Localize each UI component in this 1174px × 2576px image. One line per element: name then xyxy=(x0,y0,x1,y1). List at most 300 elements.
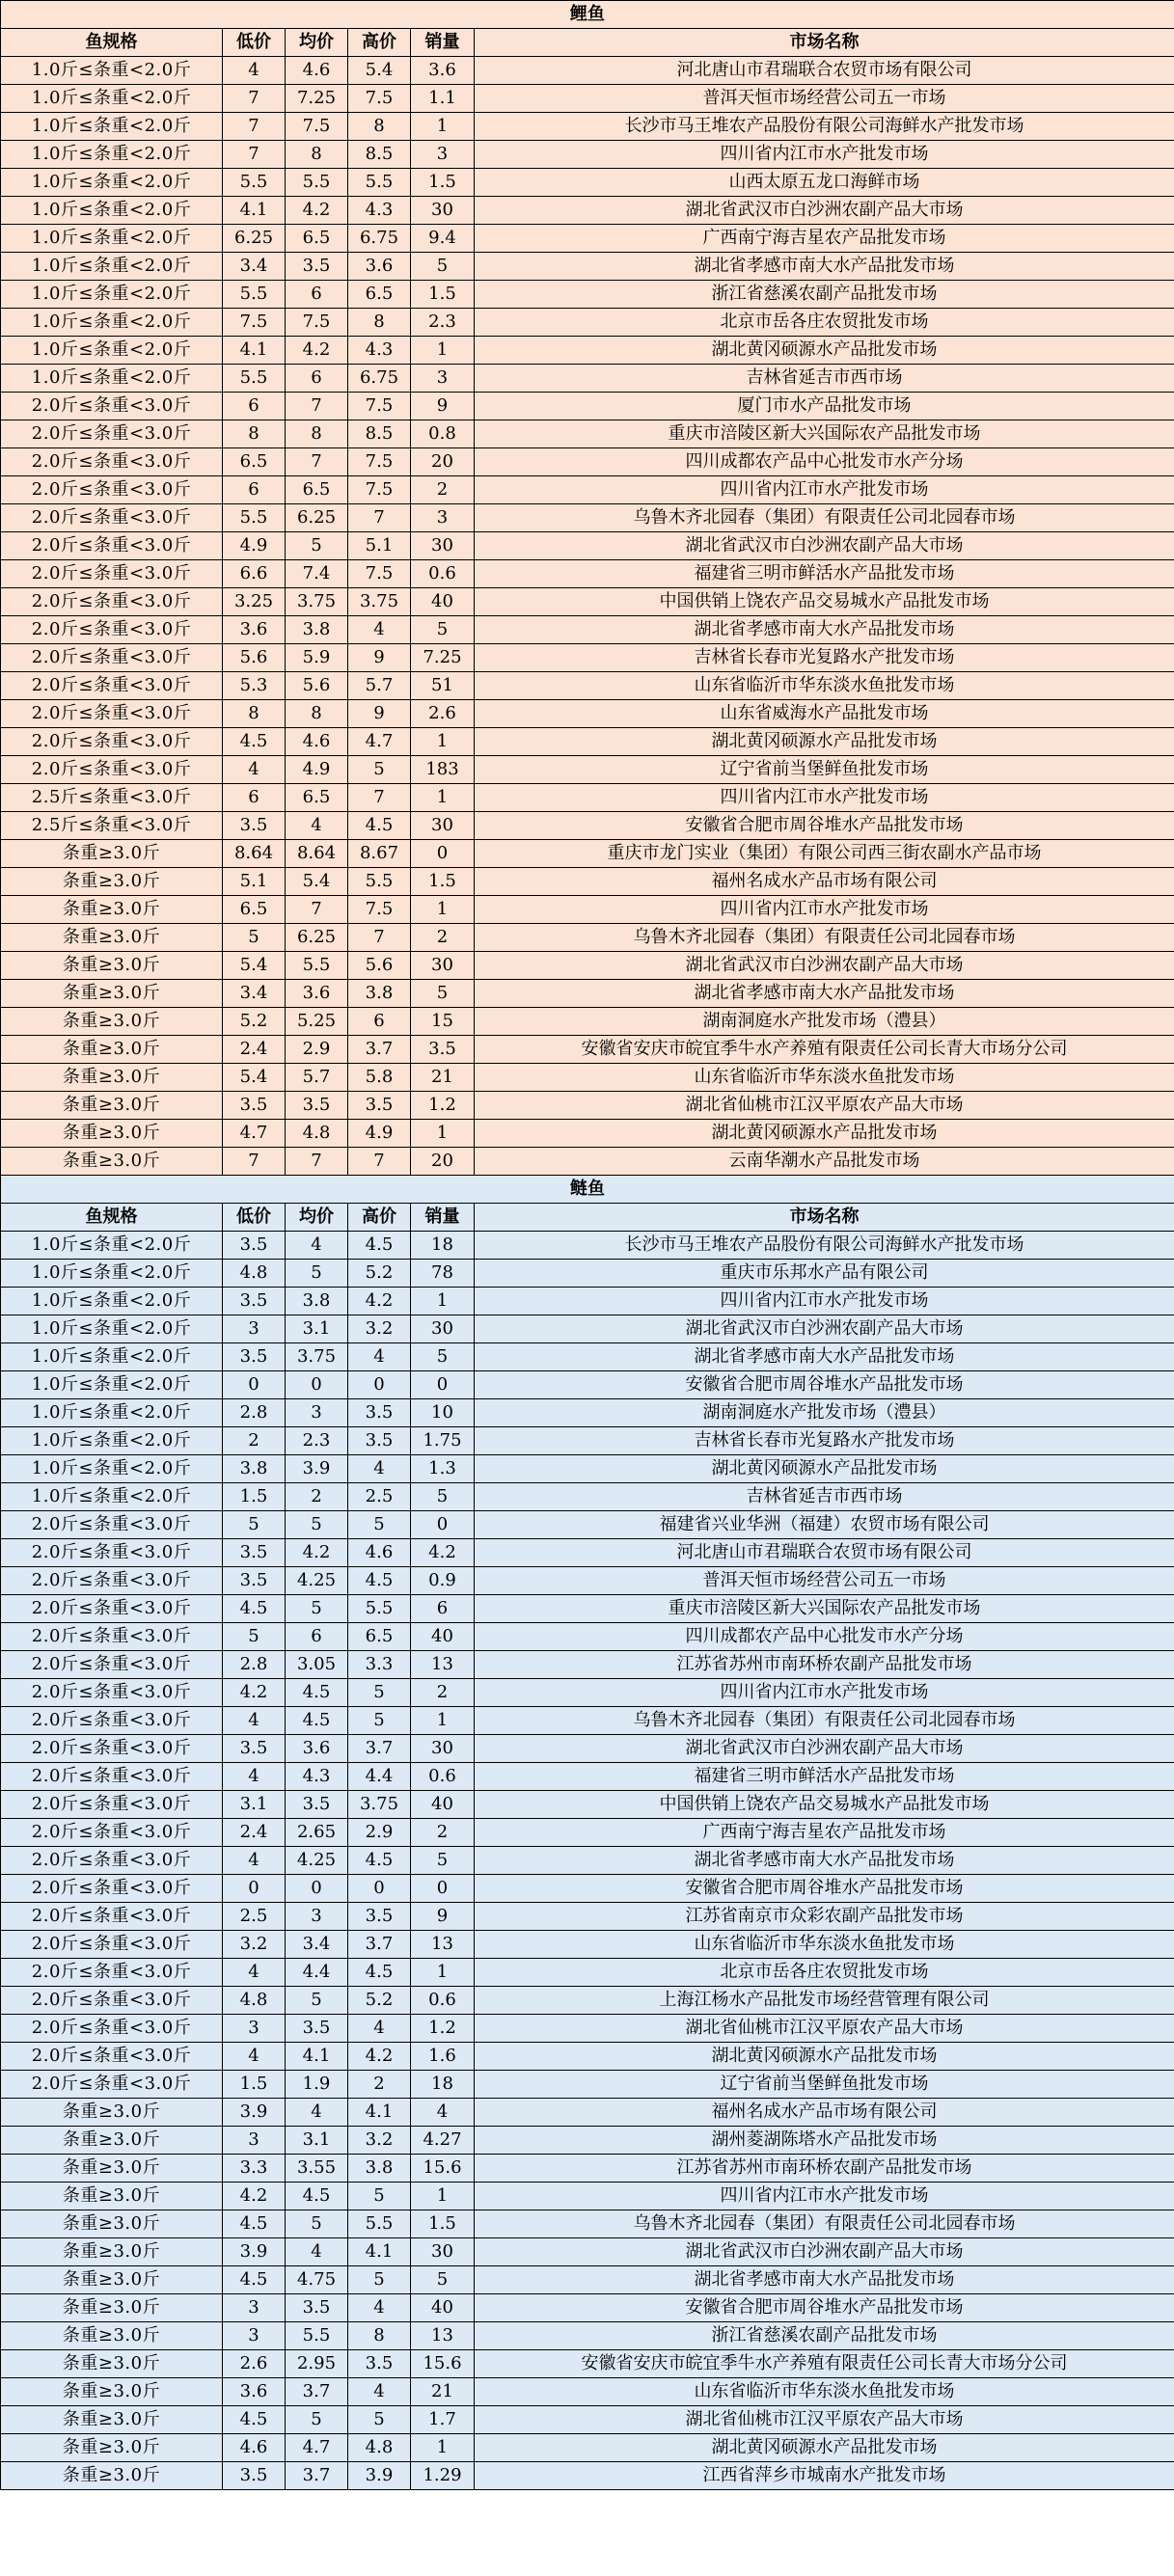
table-row xyxy=(1,1931,1174,1959)
cell-vol: 2.6 xyxy=(411,700,475,728)
cell-spec: 条重≥3.0斤 xyxy=(1,2266,223,2294)
cell-market: 吉林省长春市光复路水产批发市场 xyxy=(475,644,1174,672)
table-row xyxy=(1,532,1174,560)
cell-vol: 13 xyxy=(411,2322,475,2350)
cell-avg: 4.6 xyxy=(286,728,348,756)
cell-vol: 1.29 xyxy=(411,2462,475,2490)
cell-avg: 6 xyxy=(286,1623,348,1651)
cell-high: 5 xyxy=(348,2266,411,2294)
cell-market: 长沙市马王堆农产品股份有限公司海鲜水产批发市场 xyxy=(475,113,1174,141)
cell-market: 安徽省合肥市周谷堆水产品批发市场 xyxy=(475,1875,1174,1903)
cell-high: 7.5 xyxy=(348,393,411,420)
cell-vol: 9.4 xyxy=(411,225,475,253)
cell-market: 山西太原五龙口海鲜市场 xyxy=(475,169,1174,197)
cell-low: 4.1 xyxy=(223,197,286,225)
cell-vol: 21 xyxy=(411,1064,475,1092)
cell-low: 5.1 xyxy=(223,868,286,896)
cell-spec: 条重≥3.0斤 xyxy=(1,2155,223,2183)
cell-vol: 1.7 xyxy=(411,2406,475,2434)
cell-avg: 2.3 xyxy=(286,1427,348,1455)
cell-low: 3 xyxy=(223,2127,286,2155)
cell-low: 2.8 xyxy=(223,1399,286,1427)
cell-avg: 3.8 xyxy=(286,616,348,644)
cell-vol: 1 xyxy=(411,1120,475,1148)
cell-market: 福建省三明市鲜活水产品批发市场 xyxy=(475,1763,1174,1791)
cell-high: 3.5 xyxy=(348,2350,411,2378)
cell-market: 湖北黄冈硕源水产品批发市场 xyxy=(475,1455,1174,1483)
cell-low: 3.25 xyxy=(223,588,286,616)
cell-market: 重庆市龙门实业（集团）有限公司西三街农副水产品市场 xyxy=(475,840,1174,868)
cell-spec: 2.0斤≤条重<3.0斤 xyxy=(1,1987,223,2015)
cell-avg: 7 xyxy=(286,393,348,420)
table-row xyxy=(1,2378,1174,2406)
cell-low: 2.4 xyxy=(223,1036,286,1064)
cell-market: 浙江省慈溪农副产品批发市场 xyxy=(475,2322,1174,2350)
column-header-row xyxy=(1,29,1174,57)
cell-avg: 4.8 xyxy=(286,1120,348,1148)
column-header-spec: 鱼规格 xyxy=(1,1204,223,1232)
cell-market: 山东省临沂市华东淡水鱼批发市场 xyxy=(475,1064,1174,1092)
cell-avg: 1.9 xyxy=(286,2071,348,2099)
cell-vol: 1.75 xyxy=(411,1427,475,1455)
cell-low: 7.5 xyxy=(223,309,286,337)
cell-spec: 条重≥3.0斤 xyxy=(1,2099,223,2127)
cell-vol: 4.27 xyxy=(411,2127,475,2155)
cell-avg: 3.7 xyxy=(286,2462,348,2490)
cell-low: 3.1 xyxy=(223,1791,286,1819)
cell-avg: 5 xyxy=(286,1260,348,1288)
table-row xyxy=(1,1987,1174,2015)
table-row xyxy=(1,2266,1174,2294)
cell-low: 8 xyxy=(223,420,286,448)
cell-avg: 3.8 xyxy=(286,1288,348,1315)
cell-market: 重庆市涪陵区新大兴国际农产品批发市场 xyxy=(475,1595,1174,1623)
cell-market: 长沙市马王堆农产品股份有限公司海鲜水产批发市场 xyxy=(475,1232,1174,1260)
cell-market: 广西南宁海吉星农产品批发市场 xyxy=(475,1819,1174,1847)
cell-vol: 1 xyxy=(411,896,475,924)
table-row xyxy=(1,2322,1174,2350)
cell-market: 山东省临沂市华东淡水鱼批发市场 xyxy=(475,2378,1174,2406)
cell-market: 湖北黄冈硕源水产品批发市场 xyxy=(475,728,1174,756)
cell-avg: 8 xyxy=(286,700,348,728)
cell-high: 3.3 xyxy=(348,1651,411,1679)
cell-market: 湖北省武汉市白沙洲农副产品大市场 xyxy=(475,2238,1174,2266)
cell-spec: 2.0斤≤条重<3.0斤 xyxy=(1,1679,223,1707)
cell-spec: 2.0斤≤条重<3.0斤 xyxy=(1,1875,223,1903)
table-row xyxy=(1,1315,1174,1343)
cell-high: 5 xyxy=(348,2406,411,2434)
cell-high: 3.6 xyxy=(348,253,411,281)
column-header-market: 市场名称 xyxy=(475,29,1174,57)
cell-vol: 15.6 xyxy=(411,2155,475,2183)
cell-low: 4 xyxy=(223,1763,286,1791)
cell-high: 3.5 xyxy=(348,1092,411,1120)
table-row xyxy=(1,812,1174,840)
cell-high: 7 xyxy=(348,1148,411,1176)
cell-market: 江苏省苏州市南环桥农副产品批发市场 xyxy=(475,2155,1174,2183)
cell-market: 江苏省南京市众彩农副产品批发市场 xyxy=(475,1903,1174,1931)
table-row xyxy=(1,2127,1174,2155)
cell-spec: 1.0斤≤条重<2.0斤 xyxy=(1,141,223,169)
cell-low: 4.6 xyxy=(223,2434,286,2462)
cell-avg: 5 xyxy=(286,1987,348,2015)
cell-market: 重庆市涪陵区新大兴国际农产品批发市场 xyxy=(475,420,1174,448)
cell-high: 5.5 xyxy=(348,1595,411,1623)
cell-market: 山东省临沂市华东淡水鱼批发市场 xyxy=(475,672,1174,700)
column-header-row xyxy=(1,1204,1174,1232)
cell-low: 4.5 xyxy=(223,2406,286,2434)
cell-low: 5.5 xyxy=(223,365,286,393)
cell-low: 3.5 xyxy=(223,1092,286,1120)
cell-avg: 7 xyxy=(286,896,348,924)
table-row xyxy=(1,337,1174,365)
table-row xyxy=(1,197,1174,225)
cell-spec: 条重≥3.0斤 xyxy=(1,896,223,924)
cell-high: 7 xyxy=(348,924,411,952)
cell-avg: 4 xyxy=(286,1232,348,1260)
cell-spec: 2.0斤≤条重<3.0斤 xyxy=(1,588,223,616)
cell-low: 5 xyxy=(223,1511,286,1539)
cell-spec: 条重≥3.0斤 xyxy=(1,2322,223,2350)
cell-low: 4.7 xyxy=(223,1120,286,1148)
cell-low: 5.5 xyxy=(223,169,286,197)
cell-avg: 6 xyxy=(286,281,348,309)
cell-avg: 5 xyxy=(286,2210,348,2238)
cell-high: 3.9 xyxy=(348,2462,411,2490)
cell-avg: 4.4 xyxy=(286,1959,348,1987)
cell-high: 5.7 xyxy=(348,672,411,700)
cell-market: 山东省威海水产品批发市场 xyxy=(475,700,1174,728)
cell-low: 6.25 xyxy=(223,225,286,253)
cell-low: 5.5 xyxy=(223,504,286,532)
cell-vol: 4.2 xyxy=(411,1539,475,1567)
cell-high: 3.75 xyxy=(348,1791,411,1819)
cell-vol: 0.6 xyxy=(411,560,475,588)
cell-high: 7 xyxy=(348,784,411,812)
cell-spec: 条重≥3.0斤 xyxy=(1,2294,223,2322)
cell-high: 4.5 xyxy=(348,1847,411,1875)
cell-low: 4.5 xyxy=(223,2210,286,2238)
cell-high: 8 xyxy=(348,113,411,141)
cell-market: 湖北省仙桃市江汉平原农产品大市场 xyxy=(475,1092,1174,1120)
cell-vol: 1.5 xyxy=(411,2210,475,2238)
cell-high: 4.1 xyxy=(348,2099,411,2127)
cell-spec: 1.0斤≤条重<2.0斤 xyxy=(1,365,223,393)
cell-avg: 5 xyxy=(286,1595,348,1623)
cell-spec: 2.0斤≤条重<3.0斤 xyxy=(1,476,223,504)
cell-high: 5 xyxy=(348,756,411,784)
column-header-high: 高价 xyxy=(348,29,411,57)
cell-high: 4.4 xyxy=(348,1763,411,1791)
cell-high: 4.2 xyxy=(348,1288,411,1315)
cell-avg: 4.75 xyxy=(286,2266,348,2294)
cell-spec: 2.0斤≤条重<3.0斤 xyxy=(1,700,223,728)
cell-vol: 15.6 xyxy=(411,2350,475,2378)
cell-low: 3.6 xyxy=(223,2378,286,2406)
cell-high: 5 xyxy=(348,1707,411,1735)
cell-high: 3.5 xyxy=(348,1903,411,1931)
cell-avg: 8 xyxy=(286,141,348,169)
cell-vol: 2 xyxy=(411,1819,475,1847)
cell-vol: 13 xyxy=(411,1931,475,1959)
cell-spec: 2.0斤≤条重<3.0斤 xyxy=(1,448,223,476)
cell-spec: 2.0斤≤条重<3.0斤 xyxy=(1,1763,223,1791)
cell-avg: 5 xyxy=(286,2406,348,2434)
cell-avg: 4.2 xyxy=(286,197,348,225)
cell-vol: 30 xyxy=(411,1735,475,1763)
cell-avg: 7 xyxy=(286,1148,348,1176)
cell-low: 3 xyxy=(223,2322,286,2350)
cell-vol: 30 xyxy=(411,2238,475,2266)
section-title: 鲢鱼 xyxy=(1,1176,1174,1204)
table-row xyxy=(1,924,1174,952)
table-row xyxy=(1,1371,1174,1399)
cell-high: 3.7 xyxy=(348,1931,411,1959)
cell-vol: 1 xyxy=(411,1959,475,1987)
cell-avg: 4.2 xyxy=(286,1539,348,1567)
cell-high: 4.5 xyxy=(348,1567,411,1595)
cell-high: 2 xyxy=(348,2071,411,2099)
cell-market: 湖北省孝感市南大水产品批发市场 xyxy=(475,616,1174,644)
table-row xyxy=(1,980,1174,1008)
cell-vol: 1.6 xyxy=(411,2043,475,2071)
cell-spec: 1.0斤≤条重<2.0斤 xyxy=(1,1343,223,1371)
cell-spec: 2.0斤≤条重<3.0斤 xyxy=(1,1511,223,1539)
cell-low: 3.9 xyxy=(223,2099,286,2127)
cell-low: 5.6 xyxy=(223,644,286,672)
cell-market: 云南华潮水产品批发市场 xyxy=(475,1148,1174,1176)
cell-avg: 5.5 xyxy=(286,2322,348,2350)
cell-avg: 5.7 xyxy=(286,1064,348,1092)
cell-vol: 3 xyxy=(411,365,475,393)
price-table-body xyxy=(1,1,1174,2490)
cell-low: 3.5 xyxy=(223,1343,286,1371)
cell-vol: 1 xyxy=(411,1707,475,1735)
cell-vol: 13 xyxy=(411,1651,475,1679)
table-row xyxy=(1,1232,1174,1260)
cell-spec: 条重≥3.0斤 xyxy=(1,840,223,868)
cell-high: 3.2 xyxy=(348,1315,411,1343)
cell-spec: 条重≥3.0斤 xyxy=(1,2434,223,2462)
cell-avg: 3.5 xyxy=(286,1791,348,1819)
cell-high: 8.5 xyxy=(348,141,411,169)
cell-low: 3.2 xyxy=(223,1931,286,1959)
cell-vol: 0 xyxy=(411,1511,475,1539)
table-row xyxy=(1,1092,1174,1120)
cell-avg: 4 xyxy=(286,2238,348,2266)
cell-avg: 3.75 xyxy=(286,588,348,616)
cell-high: 5.2 xyxy=(348,1987,411,2015)
table-row xyxy=(1,560,1174,588)
cell-low: 4.2 xyxy=(223,2183,286,2210)
cell-market: 四川省内江市水产批发市场 xyxy=(475,476,1174,504)
cell-vol: 2 xyxy=(411,924,475,952)
table-row xyxy=(1,1959,1174,1987)
cell-spec: 条重≥3.0斤 xyxy=(1,1008,223,1036)
cell-market: 湖北省孝感市南大水产品批发市场 xyxy=(475,1343,1174,1371)
cell-avg: 5 xyxy=(286,532,348,560)
cell-market: 浙江省慈溪农副产品批发市场 xyxy=(475,281,1174,309)
cell-low: 4 xyxy=(223,1847,286,1875)
table-row xyxy=(1,1008,1174,1036)
table-row xyxy=(1,2210,1174,2238)
cell-market: 四川省内江市水产批发市场 xyxy=(475,896,1174,924)
table-row xyxy=(1,952,1174,980)
cell-spec: 2.0斤≤条重<3.0斤 xyxy=(1,504,223,532)
cell-low: 5.2 xyxy=(223,1008,286,1036)
cell-vol: 40 xyxy=(411,1623,475,1651)
cell-avg: 4.5 xyxy=(286,2183,348,2210)
cell-low: 4.5 xyxy=(223,1595,286,1623)
cell-low: 4 xyxy=(223,1959,286,1987)
table-row xyxy=(1,2043,1174,2071)
cell-vol: 4 xyxy=(411,2099,475,2127)
cell-high: 5 xyxy=(348,1679,411,1707)
table-row xyxy=(1,1679,1174,1707)
cell-high: 5.4 xyxy=(348,57,411,85)
cell-vol: 5 xyxy=(411,616,475,644)
cell-avg: 7.5 xyxy=(286,113,348,141)
cell-spec: 2.0斤≤条重<3.0斤 xyxy=(1,532,223,560)
cell-avg: 6.5 xyxy=(286,225,348,253)
cell-market: 湖南洞庭水产批发市场（澧县） xyxy=(475,1399,1174,1427)
column-header-high: 高价 xyxy=(348,1204,411,1232)
table-row xyxy=(1,840,1174,868)
table-row xyxy=(1,868,1174,896)
table-row xyxy=(1,1595,1174,1623)
cell-market: 湖北省武汉市白沙洲农副产品大市场 xyxy=(475,197,1174,225)
cell-market: 广西南宁海吉星农产品批发市场 xyxy=(475,225,1174,253)
cell-avg: 3.5 xyxy=(286,2294,348,2322)
cell-low: 5.4 xyxy=(223,1064,286,1092)
cell-avg: 6.25 xyxy=(286,924,348,952)
cell-high: 4.5 xyxy=(348,1959,411,1987)
cell-high: 5.2 xyxy=(348,1260,411,1288)
cell-vol: 18 xyxy=(411,2071,475,2099)
cell-avg: 3.5 xyxy=(286,2015,348,2043)
cell-market: 乌鲁木齐北园春（集团）有限责任公司北园春市场 xyxy=(475,2210,1174,2238)
cell-avg: 5.4 xyxy=(286,868,348,896)
cell-high: 6.75 xyxy=(348,225,411,253)
cell-avg: 4.25 xyxy=(286,1567,348,1595)
cell-spec: 条重≥3.0斤 xyxy=(1,2462,223,2490)
cell-low: 4 xyxy=(223,2043,286,2071)
cell-spec: 条重≥3.0斤 xyxy=(1,2350,223,2378)
table-row xyxy=(1,644,1174,672)
cell-high: 4 xyxy=(348,2294,411,2322)
cell-high: 3.5 xyxy=(348,1427,411,1455)
cell-low: 4.5 xyxy=(223,2266,286,2294)
cell-spec: 条重≥3.0斤 xyxy=(1,868,223,896)
cell-high: 5.5 xyxy=(348,2210,411,2238)
cell-avg: 4 xyxy=(286,812,348,840)
table-row xyxy=(1,672,1174,700)
cell-low: 4.1 xyxy=(223,337,286,365)
cell-market: 安徽省合肥市周谷堆水产品批发市场 xyxy=(475,2294,1174,2322)
cell-market: 乌鲁木齐北园春（集团）有限责任公司北园春市场 xyxy=(475,1707,1174,1735)
cell-market: 辽宁省前当堡鲜鱼批发市场 xyxy=(475,756,1174,784)
cell-spec: 2.0斤≤条重<3.0斤 xyxy=(1,560,223,588)
cell-low: 0 xyxy=(223,1875,286,1903)
table-row xyxy=(1,1343,1174,1371)
cell-market: 吉林省延吉市西市场 xyxy=(475,1483,1174,1511)
section-title-row xyxy=(1,1176,1174,1204)
cell-market: 湖北黄冈硕源水产品批发市场 xyxy=(475,337,1174,365)
table-row xyxy=(1,1875,1174,1903)
cell-avg: 5.25 xyxy=(286,1008,348,1036)
cell-spec: 2.0斤≤条重<3.0斤 xyxy=(1,393,223,420)
cell-vol: 1.5 xyxy=(411,868,475,896)
cell-avg: 7.4 xyxy=(286,560,348,588)
table-row xyxy=(1,420,1174,448)
cell-vol: 1.2 xyxy=(411,2015,475,2043)
cell-avg: 3.6 xyxy=(286,1735,348,1763)
cell-low: 7 xyxy=(223,141,286,169)
cell-low: 7 xyxy=(223,85,286,113)
table-row xyxy=(1,1567,1174,1595)
cell-high: 5.1 xyxy=(348,532,411,560)
cell-spec: 1.0斤≤条重<2.0斤 xyxy=(1,1455,223,1483)
cell-spec: 1.0斤≤条重<2.0斤 xyxy=(1,281,223,309)
cell-spec: 1.0斤≤条重<2.0斤 xyxy=(1,1371,223,1399)
cell-high: 3.2 xyxy=(348,2127,411,2155)
cell-low: 5.5 xyxy=(223,281,286,309)
table-row xyxy=(1,756,1174,784)
table-row xyxy=(1,365,1174,393)
cell-low: 2.6 xyxy=(223,2350,286,2378)
cell-market: 乌鲁木齐北园春（集团）有限责任公司北园春市场 xyxy=(475,504,1174,532)
cell-vol: 30 xyxy=(411,952,475,980)
table-row xyxy=(1,2406,1174,2434)
cell-low: 6 xyxy=(223,476,286,504)
table-row xyxy=(1,1847,1174,1875)
cell-market: 福州名成水产品市场有限公司 xyxy=(475,2099,1174,2127)
cell-low: 1.5 xyxy=(223,2071,286,2099)
cell-spec: 2.0斤≤条重<3.0斤 xyxy=(1,1735,223,1763)
cell-high: 8.67 xyxy=(348,840,411,868)
cell-market: 四川省内江市水产批发市场 xyxy=(475,784,1174,812)
cell-market: 福建省三明市鲜活水产品批发市场 xyxy=(475,560,1174,588)
cell-avg: 6.5 xyxy=(286,476,348,504)
cell-spec: 条重≥3.0斤 xyxy=(1,2127,223,2155)
cell-vol: 10 xyxy=(411,1399,475,1427)
cell-low: 3.5 xyxy=(223,2462,286,2490)
cell-spec: 1.0斤≤条重<2.0斤 xyxy=(1,309,223,337)
cell-market: 四川成都农产品中心批发市水产分场 xyxy=(475,1623,1174,1651)
cell-high: 9 xyxy=(348,700,411,728)
table-row xyxy=(1,1511,1174,1539)
cell-low: 6.6 xyxy=(223,560,286,588)
table-row xyxy=(1,85,1174,113)
cell-low: 3.3 xyxy=(223,2155,286,2183)
table-row xyxy=(1,57,1174,85)
cell-vol: 3.5 xyxy=(411,1036,475,1064)
cell-spec: 2.0斤≤条重<3.0斤 xyxy=(1,644,223,672)
cell-market: 湖北省孝感市南大水产品批发市场 xyxy=(475,980,1174,1008)
cell-high: 4.7 xyxy=(348,728,411,756)
cell-vol: 0.6 xyxy=(411,1763,475,1791)
cell-spec: 2.0斤≤条重<3.0斤 xyxy=(1,1847,223,1875)
table-row xyxy=(1,700,1174,728)
cell-market: 湖北黄冈硕源水产品批发市场 xyxy=(475,2043,1174,2071)
cell-market: 乌鲁木齐北园春（集团）有限责任公司北园春市场 xyxy=(475,924,1174,952)
cell-spec: 2.0斤≤条重<3.0斤 xyxy=(1,1959,223,1987)
cell-market: 湖北省仙桃市江汉平原农产品大市场 xyxy=(475,2406,1174,2434)
table-row xyxy=(1,1148,1174,1176)
cell-low: 6.5 xyxy=(223,448,286,476)
cell-market: 湖北省孝感市南大水产品批发市场 xyxy=(475,253,1174,281)
cell-vol: 51 xyxy=(411,672,475,700)
